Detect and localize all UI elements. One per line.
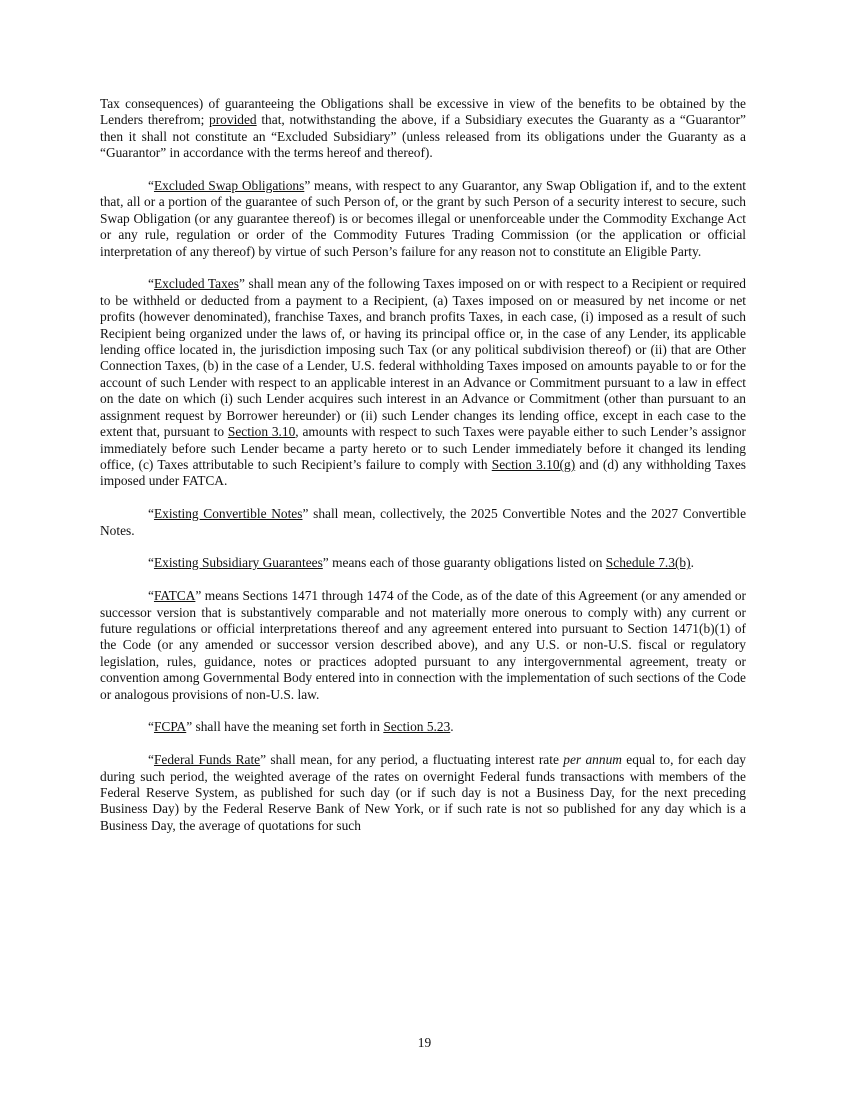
- definition-federal-funds-rate: “Federal Funds Rate” shall mean, for any period, a fluctuating interest rate per annum equal to, for each day during such period, the weighted average of the rates on overnight Federal funds transactions with members of the Federal Reserve System, as published for such day (or if such day is not a Business Day, for the next preceding Business Day) by the Federal Reserve Bank of New York, or if such rate is not so published for any day which is a Business Day, the average of quotations for such: [100, 752, 746, 833]
- text: Tax consequences) of guaranteeing the Obligations shall be excessive in view of the benefits to be obtained by the Lenders therefrom;: [100, 96, 746, 128]
- defined-term: Federal Funds Rate: [153, 752, 261, 768]
- definition-text: equal to, for each day during such period, the weighted average of the rates on overnight Federal funds transactions with members of the Federal Reserve System, as published for such day (or if such day is not a Business Day, for the next preceding Business Day) by the Federal Reserve Bank of New York, or if such rate is not so published for any day which is a Business Day, the average of quotations for such: [100, 752, 746, 833]
- definition-text: , amounts with respect to such Taxes were payable either to such Lender’s assignor immediately before such Lender became a party hereto or to such Lender immediately before it changed its lending office, (c) Taxes attributable to such Recipient’s failure to comply with: [100, 424, 746, 472]
- definition-existing-convertible-notes: “Existing Convertible Notes” shall mean, collectively, the 2025 Convertible Notes and the 2027 Convertible Notes.: [100, 506, 747, 538]
- defined-term: Excluded Swap Obligations: [153, 178, 305, 194]
- definition-excluded-swap-obligations: “Excluded Swap Obligations” means, with respect to any Guarantor, any Swap Obligation if, and to the extent that, all or a portion of the guarantee of such Person of, or the grant by such Person of a security interest to secure, such Swap Obligation (or any guarantee thereof) is or becomes illegal or unenforceable under the Commodity Exchange Act or any rule, regulation or order of the Commodity Futures Trading Commission (or the application or official interpretation of any thereof) by virtue of such Person’s failure for any reason not to constitute an Eligible Party.: [100, 178, 746, 259]
- definition-text: and (d) any withholding Taxes imposed under FATCA.: [100, 456, 746, 489]
- defined-term: Excluded Taxes: [153, 276, 239, 292]
- document-page: [100, 96, 746, 851]
- definition-text: ” shall mean any of the following Taxes imposed on or with respect to a Recipient or required to be withheld or deducted from a payment to a Recipient, (a) Taxes imposed on or measured by net income or net profits (however denominated), franchise Taxes, and branch profits Taxes, in each case, (i) imposed as a result of such Recipient being organized under the laws of, or having its principal office or, in the case of any Lender, its applicable lending office located in, the jurisdiction imposing such Tax (or any political subdivision thereof) or (ii) that are Other Connection Taxes, (b) in the case of a Lender, U.S. federal withholding Taxes imposed on amounts payable to or for the account of such Lender with respect to an applicable interest in an Advance or Commitment pursuant to a law in effect on the date on which (i) such Lender acquires such interest in an Advance or Commitment (other than pursuant to an assignment request by Borrower hereunder) or (ii) such Lender changes its lending office, except in each case to the extent that, pursuant to: [100, 276, 746, 440]
- paragraph-continuation: [100, 96, 746, 162]
- definition-text: ” means Sections 1471 through 1474 of the Code, as of the date of this Agreement (or any amended or successor version that is substantively comparable and not materially more onerous to comply with) any current or future regulations or official interpretations thereof and any agreement entered into pursuant to Section 1471(b)(1) of the Code (or any amended or successor version described above), and any U.S. or non-U.S. fiscal or regulatory legislation, rules, guidance, notes or practices adopted pursuant to any intergovernmental agreement, treaty or convention among Governmental Body entered into in connection with the implementation of such sections of the Code or analogous provisions of non-U.S. law.: [100, 588, 746, 702]
- defined-term: FATCA: [153, 588, 196, 604]
- definition-existing-subsidiary-guarantees: “Existing Subsidiary Guarantees” means each of those guaranty obligations listed on Schedule 7.3(b).: [148, 555, 694, 571]
- provided-term: provided: [209, 112, 257, 128]
- text: that, notwithstanding the above, if a Subsidiary executes the Guaranty as a “Guarantor” then it shall not constitute an “Excluded Subsidiary” (unless released from its obligations under the Guaranty as a “Guarantor” in accordance with the terms hereof and thereof).: [100, 112, 746, 161]
- defined-term: Existing Subsidiary Guarantees: [153, 555, 323, 571]
- definition-text: ” shall have the meaning set forth in: [186, 719, 384, 735]
- section-reference: Section 3.10: [227, 424, 296, 440]
- defined-term: FCPA: [153, 719, 187, 735]
- definition-text: ” means each of those guaranty obligations listed on: [322, 555, 606, 571]
- definition-text: ” means, with respect to any Guarantor, any Swap Obligation if, and to the extent that, all or a portion of the guarantee of such Person of, or the grant by such Person of a security interest to secure, such Swap Obligation (or any guarantee thereof) is or becomes illegal or unenforceable under the Commodity Exchange Act or any rule, regulation or order of the Commodity Futures Trading Commission (or the application or official interpretation of any thereof) by virtue of such Person’s failure for any reason not to constitute an Eligible Party.: [100, 178, 746, 259]
- defined-term: Existing Convertible Notes: [153, 506, 303, 522]
- section-reference: Section 3.10(g): [491, 456, 576, 472]
- definition-text: ” shall mean, for any period, a fluctuating interest rate: [260, 752, 564, 768]
- page-number: 19: [417, 1035, 432, 1050]
- section-reference: Section 5.23: [383, 719, 451, 735]
- definition-fatca: “FATCA” means Sections 1471 through 1474 of the Code, as of the date of this Agreement (or any amended or successor version that is substantively comparable and not materially more onerous to comply with) any current or future regulations or official interpretations thereof and any agreement entered into pursuant to Section 1471(b)(1) of the Code (or any amended or successor version described above), and any U.S. or non-U.S. fiscal or regulatory legislation, rules, guidance, notes or practices adopted pursuant to any intergovernmental agreement, treaty or convention among Governmental Body entered into in connection with the implementation of such sections of the Code or analogous provisions of non-U.S. law.: [100, 588, 746, 702]
- definition-fcpa: “FCPA” shall have the meaning set forth in Section 5.23.: [148, 719, 454, 735]
- definition-excluded-taxes: “Excluded Taxes” shall mean any of the following Taxes imposed on or with respect to a Recipient or required to be withheld or deducted from a payment to a Recipient, (a) Taxes imposed on or measured by net income or net profits (however denominated), franchise Taxes, and branch profits Taxes, in each case, (i) imposed as a result of such Recipient being organized under the laws of, or having its principal office or, in the case of any Lender, its applicable lending office located in, the jurisdiction imposing such Tax (or any political subdivision thereof) or (ii) that are Other Connection Taxes, (b) in the case of a Lender, U.S. federal withholding Taxes imposed on amounts payable to or for the account of such Lender with respect to an applicable interest in an Advance or Commitment pursuant to a law in effect on the date on which (i) such Lender acquires such interest in an Advance or Commitment (other than pursuant to an assignment request by Borrower hereunder) or (ii) such Lender changes its lending office, except in each case to the extent that, pursuant to Section 3.10, amounts with respect to such Taxes were payable either to such Lender’s assignor immediately before such Lender became a party hereto or to such Lender immediately before it changed its lending office, (c) Taxes attributable to such Recipient’s failure to comply with Section 3.10(g) and (d) any withholding Taxes imposed under FATCA.: [100, 276, 746, 489]
- italic-term: per annum: [563, 752, 622, 768]
- definition-text: ” shall mean, collectively, the 2025 Convertible Notes and the 2027 Convertible Notes.: [100, 506, 747, 538]
- schedule-reference: Schedule 7.3(b): [605, 555, 691, 571]
